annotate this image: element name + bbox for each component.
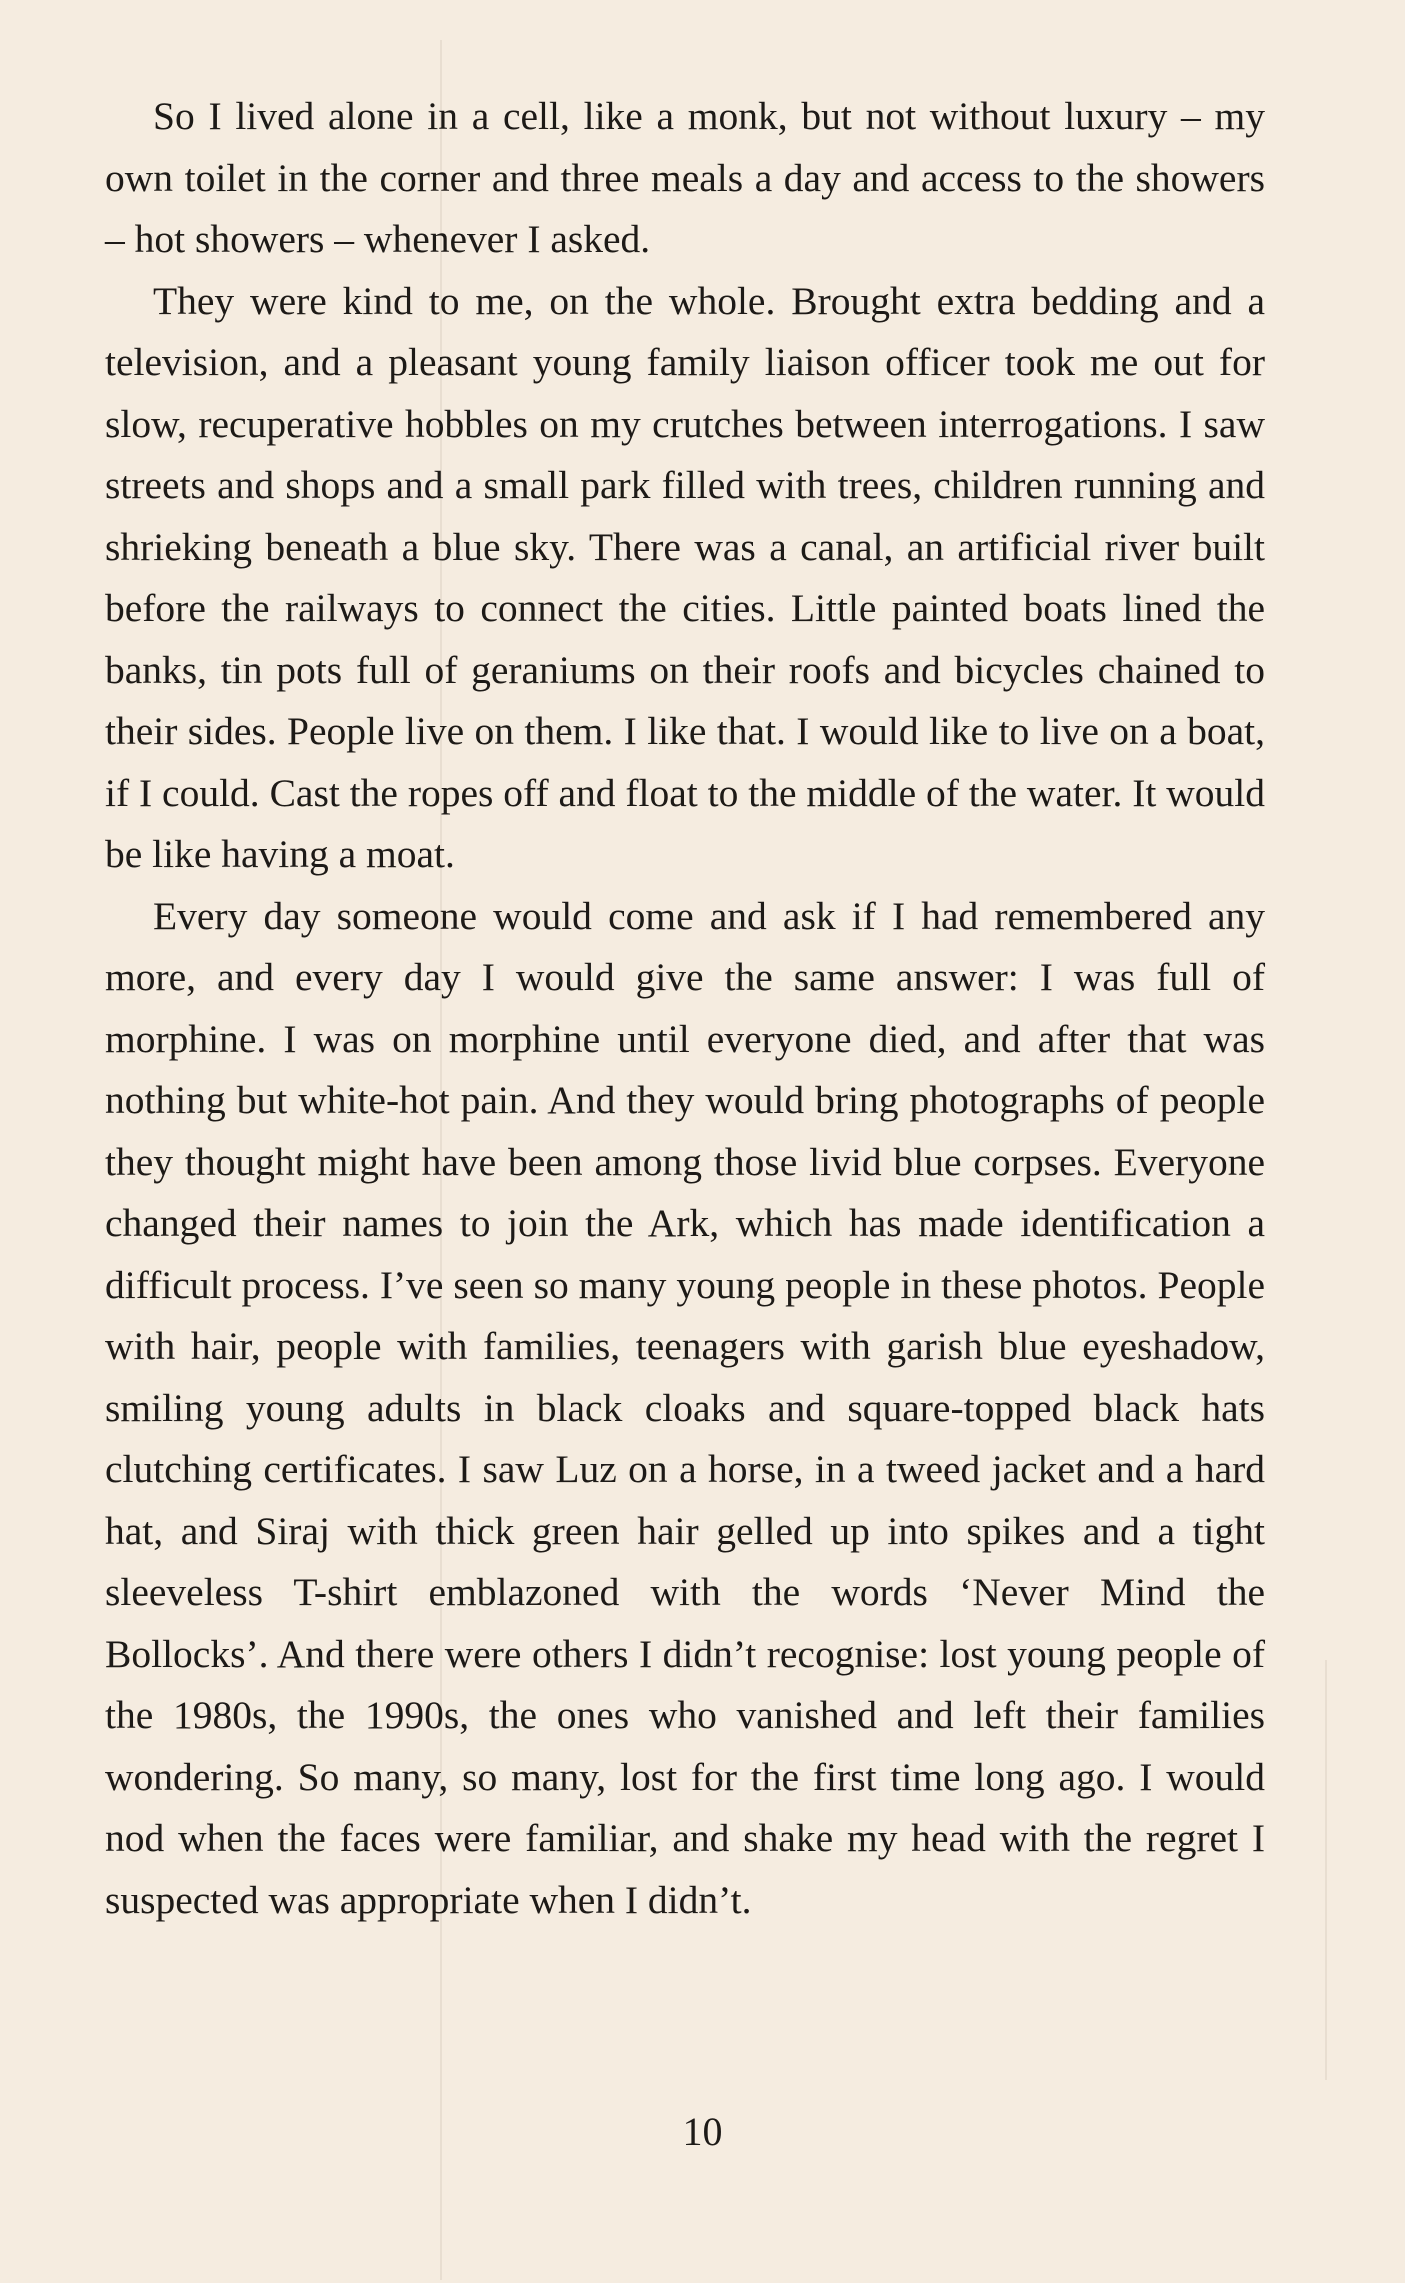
paper-crease <box>1325 1660 1327 2080</box>
body-text <box>105 86 1265 1931</box>
paragraph: Every day someone would come and ask if I had remembered any more, and every day I would give the same answer: I was full of morphine. I was on morphine until everyone died, and after that was nothing but white-hot pain. And they would bring photographs of people they thought might have been among those livid blue corpses. Everyone changed their names to join the Ark, which has made identification a difficult process. I’ve seen so many young people in these photos. People with hair, people with families, teenagers with garish blue eyeshadow, smiling young adults in black cloaks and square-topped black hats clutching certificates. I saw Luz on a horse, in a tweed jacket and a hard hat, and Siraj with thick green hair gelled up into spikes and a tight sleeveless T-shirt emblazoned with the words ‘Never Mind the Bollocks’. And there were others I didn’t recognise: lost young people of the 1980s, the 1990s, the ones who vanished and left their families wondering. So many, so many, lost for the first time long ago. I would nod when the faces were familiar, and shake my head with the regret I suspected was appropriate when I didn’t. <box>105 893 1265 1922</box>
page-number: 10 <box>682 2109 723 2154</box>
paragraph: So I lived alone in a cell, like a monk, but not without luxury – my own toilet in the corner and three meals a day and access to the showers – hot showers – whenever I asked. <box>105 94 1265 261</box>
paragraph: They were kind to me, on the whole. Brought extra bedding and a television, and a pleasant young family liaison officer took me out for slow, recuperative hobbles on my crutches between interrogations. I saw streets and shops and a small park filled with trees, children running and shrieking beneath a blue sky. There was a canal, an artificial river built before the railways to connect the cities. Little painted boats lined the banks, tin pots full of geraniums on their roofs and bicycles chained to their sides. People live on them. I like that. I would like to live on a boat, if I could. Cast the ropes off and float to the middle of the water. It would be like having a moat. <box>105 278 1265 876</box>
